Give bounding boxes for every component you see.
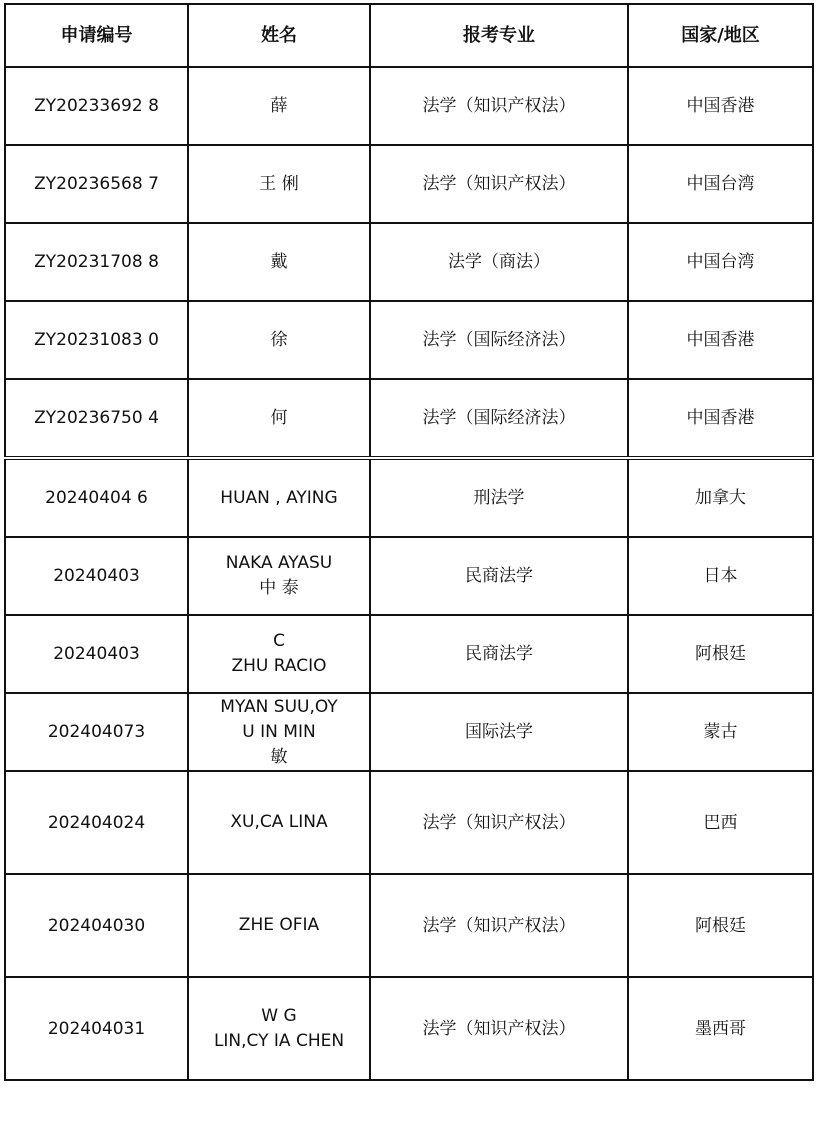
name-line: ZHE OFIA: [238, 915, 320, 935]
cell-major: 法学（国际经济法）: [370, 379, 628, 458]
name-line: C: [273, 631, 285, 651]
cell-region: 日本: [628, 537, 813, 615]
table-row: [5, 223, 813, 301]
cell-major: 法学（知识产权法）: [370, 67, 628, 145]
cell-name: [188, 771, 370, 874]
cell-region: 中国香港: [628, 67, 813, 145]
applicant-table: [4, 3, 814, 1081]
cell-name: [188, 693, 370, 771]
cell-app-no: ZY20231708 8: [5, 223, 188, 301]
cell-name: [188, 977, 370, 1080]
cell-region: 蒙古: [628, 693, 813, 771]
cell-major: 法学（商法）: [370, 223, 628, 301]
name-line: XU,CA LINA: [230, 812, 328, 832]
cell-name: [188, 67, 370, 145]
cell-region: 加拿大: [628, 458, 813, 537]
cell-region: 中国香港: [628, 379, 813, 458]
cell-major: 民商法学: [370, 537, 628, 615]
name-line: NAKA AYASU: [225, 553, 333, 573]
cell-name: [188, 145, 370, 223]
table-row: [5, 693, 813, 771]
cell-app-no: ZY20236568 7: [5, 145, 188, 223]
cell-region: 墨西哥: [628, 977, 813, 1080]
cell-region: 巴西: [628, 771, 813, 874]
name-line: MYAN SUU,OY: [220, 696, 338, 717]
cell-region: 阿根廷: [628, 874, 813, 977]
name-line: ZHU RACIO: [231, 656, 327, 676]
cell-name: [188, 874, 370, 977]
cell-region: 中国台湾: [628, 145, 813, 223]
cell-major: 国际法学: [370, 693, 628, 771]
table-row: [5, 67, 813, 145]
table-body: [5, 67, 813, 1080]
name-line: LIN,CY IA CHEN: [213, 1030, 345, 1051]
name-line: 徐: [270, 329, 288, 350]
cell-region: 中国台湾: [628, 223, 813, 301]
table-row: [5, 458, 813, 537]
name-line: HUAN , AYING: [220, 487, 338, 508]
cell-major: 法学（知识产权法）: [370, 145, 628, 223]
name-line: 王 俐: [259, 173, 299, 194]
cell-app-no: ZY20233692 8: [5, 67, 188, 145]
header-app-no: 申请编号: [5, 4, 188, 67]
cell-app-no: 20240403: [5, 615, 188, 693]
cell-app-no: 202404030: [5, 874, 188, 977]
cell-app-no: 20240404 6: [5, 458, 188, 537]
header-region: 国家/地区: [628, 4, 813, 67]
name-line: W G: [261, 1005, 297, 1026]
table-row: [5, 379, 813, 458]
cell-name: [188, 301, 370, 379]
name-line: 中 泰: [259, 578, 299, 598]
name-line: 薛: [270, 95, 288, 116]
cell-region: 阿根廷: [628, 615, 813, 693]
cell-major: 法学（知识产权法）: [370, 771, 628, 874]
cell-app-no: 202404073: [5, 693, 188, 771]
table-row: [5, 615, 813, 693]
table-row: [5, 874, 813, 977]
cell-major: 民商法学: [370, 615, 628, 693]
cell-name: [188, 537, 370, 615]
cell-app-no: ZY20231083 0: [5, 301, 188, 379]
table-row: [5, 145, 813, 223]
cell-name: [188, 615, 370, 693]
table-row: [5, 301, 813, 379]
cell-app-no: ZY20236750 4: [5, 379, 188, 458]
header-row: [5, 4, 813, 67]
name-line: U IN MIN: [242, 721, 316, 742]
cell-app-no: 202404031: [5, 977, 188, 1080]
table-row: [5, 537, 813, 615]
cell-major: 法学（国际经济法）: [370, 301, 628, 379]
header-major: 报考专业: [370, 4, 628, 67]
cell-major: 法学（知识产权法）: [370, 874, 628, 977]
cell-app-no: 202404024: [5, 771, 188, 874]
cell-app-no: 20240403: [5, 537, 188, 615]
cell-name: [188, 223, 370, 301]
table-row: [5, 771, 813, 874]
cell-name: [188, 458, 370, 537]
header-name: 姓名: [188, 4, 370, 67]
cell-name: [188, 379, 370, 458]
name-line: 戴: [270, 251, 288, 272]
name-line: 敏: [270, 746, 288, 767]
cell-major: 刑法学: [370, 458, 628, 537]
table-row: [5, 977, 813, 1080]
name-line: 何: [270, 407, 288, 428]
cell-region: 中国香港: [628, 301, 813, 379]
cell-major: 法学（知识产权法）: [370, 977, 628, 1080]
